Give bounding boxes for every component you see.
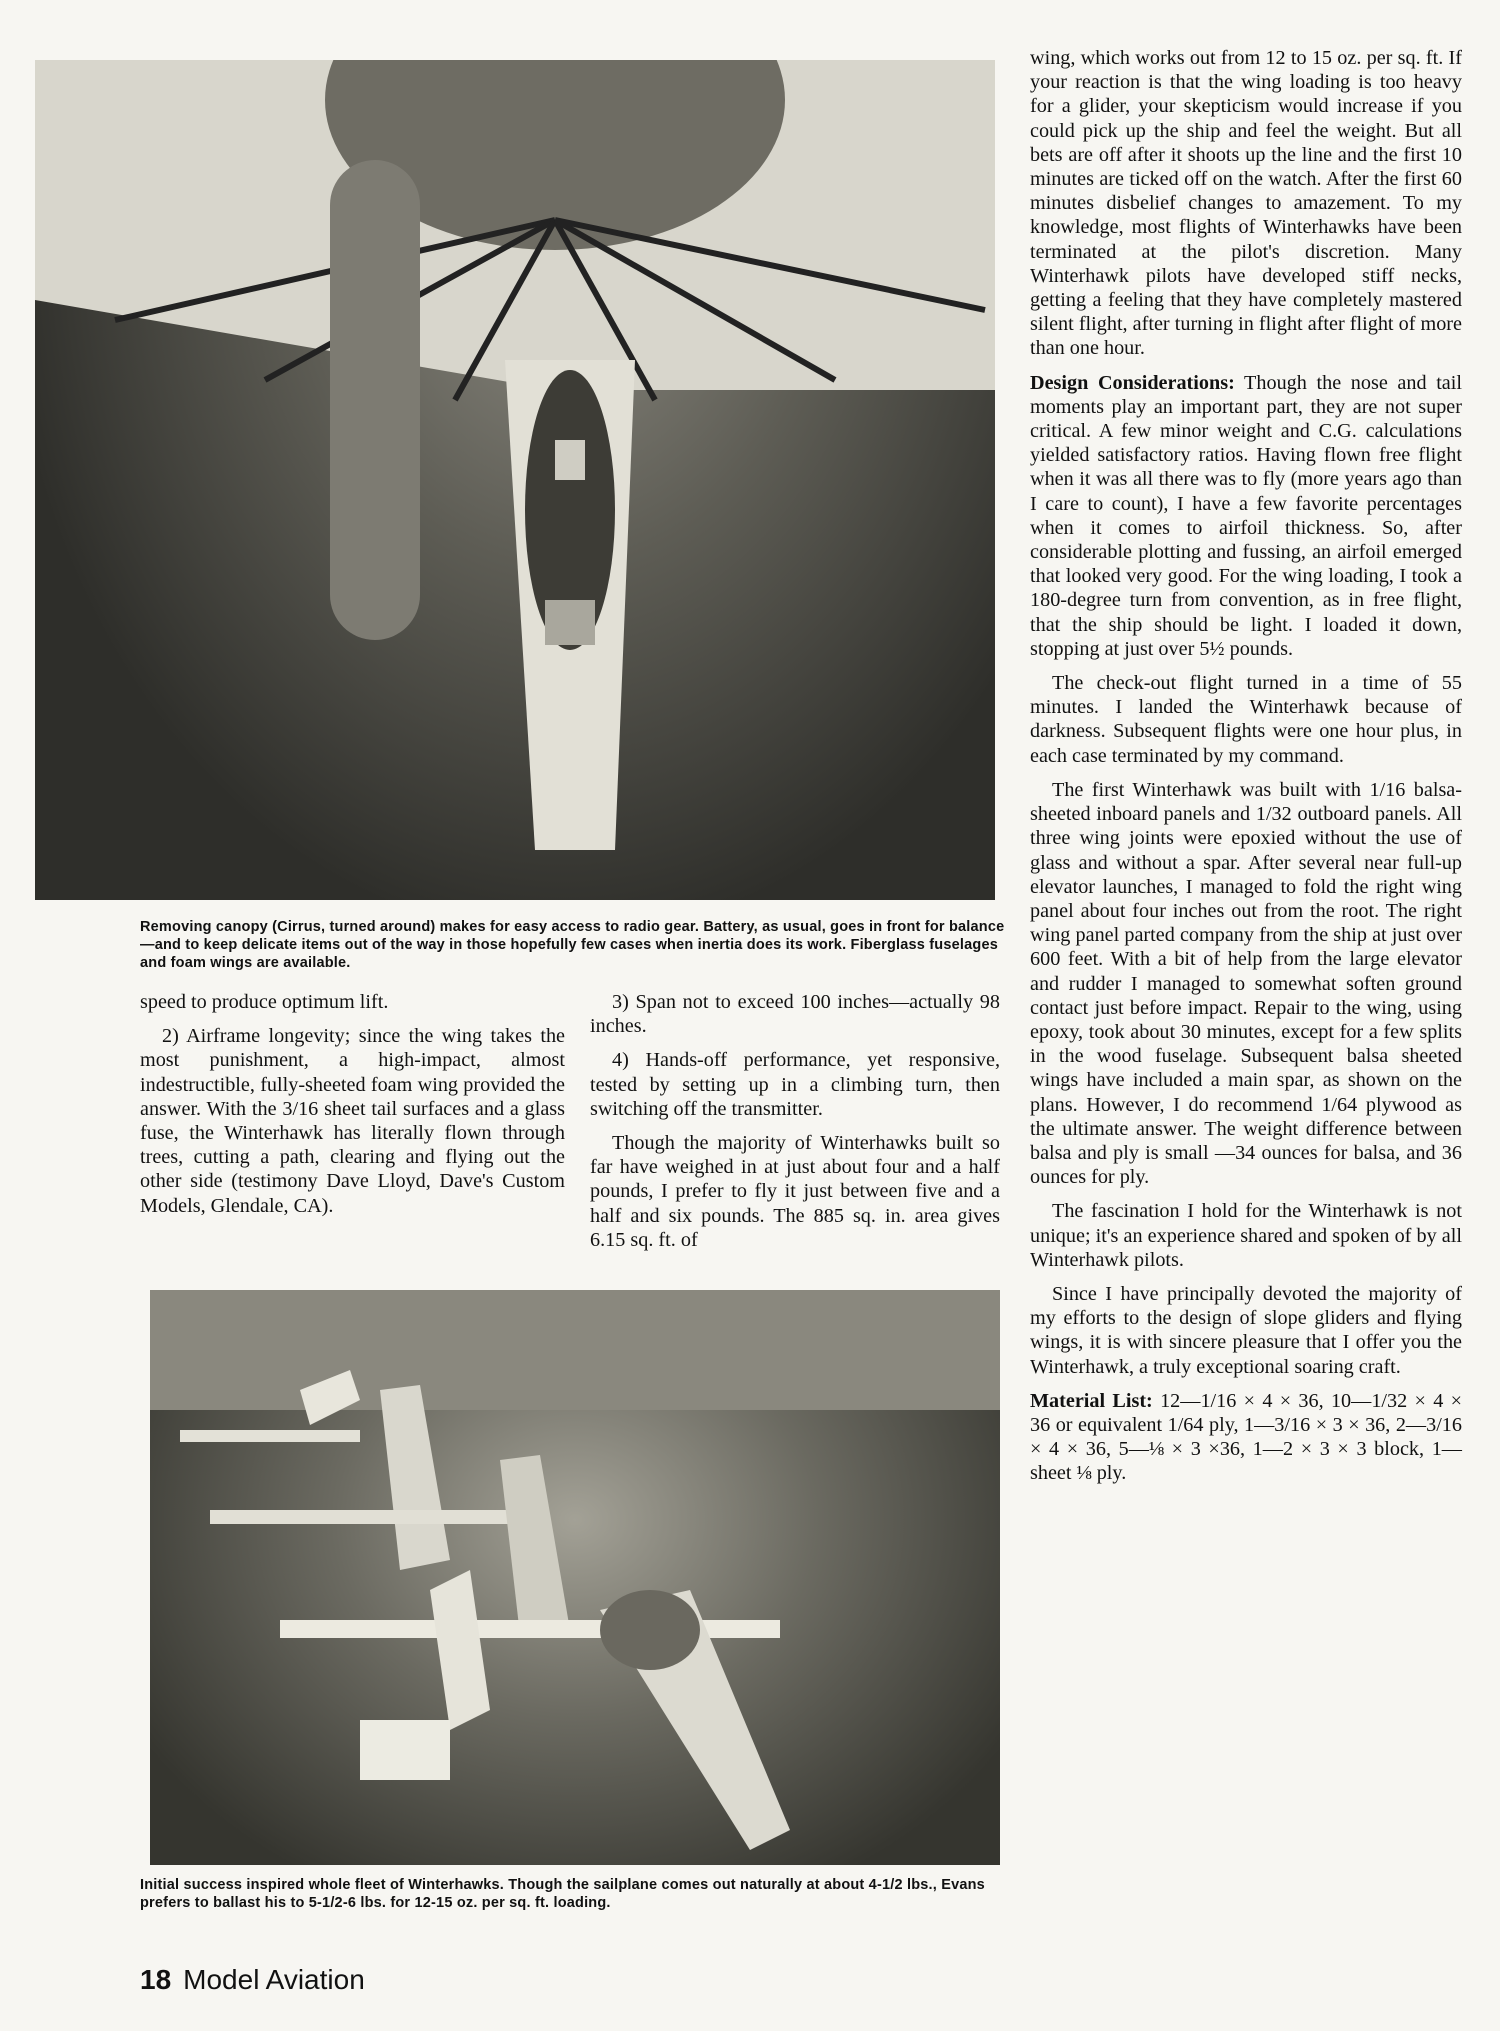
page-footer <box>140 1964 365 1996</box>
design-considerations-paragraph <box>1030 371 1462 661</box>
middle-paragraph-1: 3) Span not to exceed 100 inches—actually 98 inches. <box>590 991 1000 1038</box>
left-column <box>140 990 565 1228</box>
right-paragraph-5: The fascination I hold for the Winterhawk is not unique; it's an experience shared and spoken of by all Winterhawk pilots. <box>1030 1200 1462 1271</box>
material-list-paragraph <box>1030 1389 1462 1486</box>
right-paragraph-1: wing, which works out from 12 to 15 oz. per sq. ft. If your reaction is that the wing loading is too heavy for a glider, your skepticism would increase if you could pick up the ship and feel the weight. But all bets are off after it shoots up the line and the first 10 minutes are ticked off on the watch. After the first 60 minutes disbelief changes to amazement. To my knowledge, most flights of Winterhawks have been terminated at the pilot's discretion. Many Winterhawk pilots have developed stiff necks, getting a feeling that they have completely mastered silent flight, after turning in flight after flight of more than one hour. <box>1030 47 1462 360</box>
right-paragraph-3: The check-out flight turned in a time of 55 minutes. I landed the Winterhawk because of darkness. Subsequent flights were one hour plus, in each case terminated by my command. <box>1030 672 1462 767</box>
material-list-text: 12—1/16 × 4 × 36, 10—1/32 × 4 × 36 or equivalent 1/64 ply, 1—3/16 × 3 × 36, 2—3/16 × 4 × 36, 5—⅛ × 3 ×36, 1—2 × 3 × 3 block, 1—sheet ⅛ ply. <box>1030 1389 1462 1485</box>
right-paragraph-6: Since I have principally devoted the majority of my efforts to the design of slope gliders and flying wings, it is with sincere pleasure that I offer you the Winterhawk, a truly exceptional soaring craft. <box>1030 1282 1462 1378</box>
middle-column <box>590 990 1000 1262</box>
right-column <box>1030 46 1462 1496</box>
design-considerations-heading: Design Considerations: <box>1030 371 1235 394</box>
middle-paragraph-2: 4) Hands-off performance, yet responsive, tested by setting up in a climbing turn, then switching off the transmitter. <box>590 1049 1000 1120</box>
design-considerations-text: Though the nose and tail moments play an important part, they are not super critical. A few minor weight and C.G. calculations yielded satisfactory ratios. Having flown free flight when it was all there was to fly (more years ago than I care to count), I have a few favorite percentages when it comes to airfoil thickness. So, after considerable plotting and fussing, an airfoil emerged that looked very good. For the wing loading, I took a 180-degree turn from convention, as in free flight, that the ship should be light. I loaded it down, stopping at just over 5½ pounds. <box>1030 371 1462 660</box>
winterhawk-fleet-illustration <box>150 1290 1000 1865</box>
page-number: 18 <box>140 1964 172 1995</box>
glider-canopy-illustration <box>35 60 995 900</box>
top-photo-caption: Removing canopy (Cirrus, turned around) makes for easy access to radio gear. Battery, as usual, goes in front for balance—and to keep delicate items out of the way in those hopefully few cases when inertia does its work. Fiberglass fuselages and foam wings are available. <box>140 919 1005 971</box>
right-paragraph-4: The first Winterhawk was built with 1/16 balsa-sheeted inboard panels and 1/32 outboard panels. All three wing joints were epoxied without the use of glass and without a spar. After several near full-up elevator launches, I managed to fold the right wing panel about four inches out from the root. The right wing panel parted company from the ship at just over 600 feet. With a bit of help from the large elevator and rudder I managed to somewhat soften ground contact just before impact. Repair to the wing, using epoxy, took about 30 minutes, except for a few splits in the wood fuselage. Subsequent balsa sheeted wings have included a main spar, as shown on the plans. However, I do recommend 1/64 plywood as the ultimate answer. The weight difference between balsa and ply is small —34 ounces for balsa, and 36 ounces for ply. <box>1030 778 1462 1189</box>
left-paragraph-1: speed to produce optimum lift. <box>140 991 389 1013</box>
glider-canopy-photo <box>35 60 995 900</box>
middle-paragraph-3: Though the majority of Winterhawks built so far have weighed in at just about four and a half pounds, I prefer to fly it just between five and a half and six pounds. The 885 sq. in. area gives 6.15 sq. ft. of <box>590 1132 1000 1251</box>
winterhawk-fleet-photo <box>150 1290 1000 1865</box>
left-paragraph-2: 2) Airframe longevity; since the wing takes the most punishment, a high-impact, almost indestructible, fully-sheeted foam wing provided the answer. With the 3/16 sheet tail surfaces and a glass fuse, the Winterhawk has literally flown through trees, cutting a path, clearing and flying out the other side (testimony Dave Lloyd, Dave's Custom Models, Glendale, CA). <box>140 1025 565 1217</box>
bottom-photo-caption: Initial success inspired whole fleet of Winterhawks. Though the sailplane comes out naturally at about 4-1/2 lbs., Evans prefers to ballast his to 5-1/2-6 lbs. for 12-15 oz. per sq. ft. loading. <box>140 1877 985 1911</box>
magazine-name: Model Aviation <box>183 1964 365 1995</box>
material-list-heading: Material List: <box>1030 1389 1153 1412</box>
